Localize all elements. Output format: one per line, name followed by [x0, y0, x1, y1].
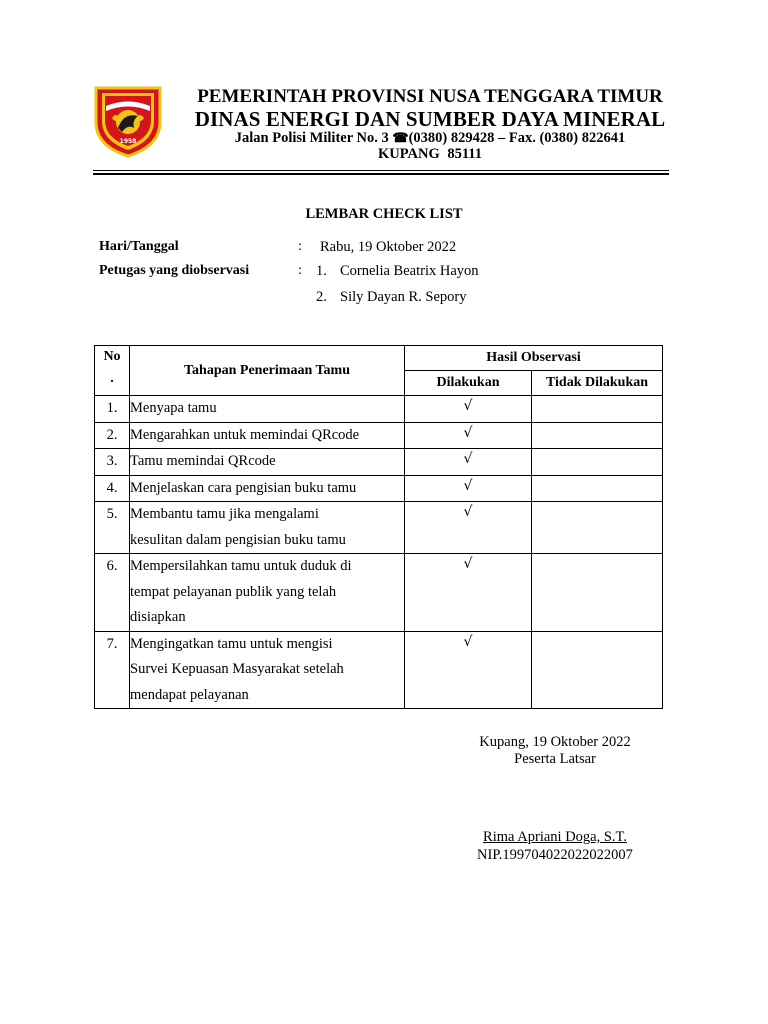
row-step: Menyapa tamu	[130, 396, 405, 423]
signature-place-date: Kupang, 19 Oktober 2022	[479, 734, 631, 750]
officer-label: Petugas yang diobservasi	[99, 263, 250, 278]
row-number: 6.	[95, 554, 130, 632]
day-date-value: Rabu, 19 Oktober 2022	[320, 239, 457, 255]
col-header-not-done: Tidak Dilakukan	[532, 371, 663, 396]
row-not-done	[532, 631, 663, 709]
officer-2-number: 2.	[316, 289, 327, 305]
provincial-emblem-logo	[92, 84, 164, 158]
col-header-no: No .	[95, 346, 130, 396]
row-number: 7.	[95, 631, 130, 709]
row-done-check: √	[405, 475, 532, 502]
row-done-check: √	[405, 449, 532, 476]
signature-name: Rima Apriani Doga, S.T.	[483, 829, 627, 845]
row-step: Membantu tamu jika mengalami kesulitan dalam pengisian buku tamu	[130, 502, 405, 554]
col-header-done: Dilakukan	[405, 371, 532, 396]
table-row	[95, 475, 663, 502]
agency-address	[170, 130, 690, 147]
row-step: Menjelaskan cara pengisian buku tamu	[130, 475, 405, 502]
header-divider-thin	[93, 170, 669, 171]
officer-colon: :	[298, 263, 302, 278]
officer-2-name: Sily Dayan R. Sepory	[340, 289, 467, 305]
row-step: Tamu memindai QRcode	[130, 449, 405, 476]
row-not-done	[532, 449, 663, 476]
signature-nip: NIP.199704022022022007	[477, 847, 633, 863]
row-number: 3.	[95, 449, 130, 476]
agency-name: DINAS ENERGI DAN SUMBER DAYA MINERAL	[194, 107, 666, 131]
row-done-check: √	[405, 554, 532, 632]
table-row	[95, 554, 663, 632]
row-done-check: √	[405, 396, 532, 423]
table-row	[95, 631, 663, 709]
row-number: 4.	[95, 475, 130, 502]
government-name: PEMERINTAH PROVINSI NUSA TENGGARA TIMUR	[197, 86, 663, 107]
table-row	[95, 422, 663, 449]
row-number: 5.	[95, 502, 130, 554]
row-not-done	[532, 502, 663, 554]
row-not-done	[532, 396, 663, 423]
row-not-done	[532, 422, 663, 449]
agency-city: KUPANG 85111	[377, 146, 483, 162]
row-done-check: √	[405, 502, 532, 554]
table-header-row	[95, 346, 663, 371]
header-divider-thick	[93, 173, 669, 175]
document-title: LEMBAR CHECK LIST	[305, 206, 463, 222]
row-step: Mengarahkan untuk memindai QRcode	[130, 422, 405, 449]
row-step: Mengingatkan tamu untuk mengisi Survei Kepuasan Masyarakat setelah mendapat pelayanan	[130, 631, 405, 709]
phone-icon: ☎	[392, 130, 409, 145]
row-step: Mempersilahkan tamu untuk duduk di tempat pelayanan publik yang telah disiapkan	[130, 554, 405, 632]
signature-role: Peserta Latsar	[514, 751, 596, 767]
officer-1-number: 1.	[316, 263, 327, 279]
day-date-colon: :	[298, 239, 302, 254]
table-row	[95, 396, 663, 423]
row-number: 1.	[95, 396, 130, 423]
col-header-step: Tahapan Penerimaan Tamu	[130, 346, 405, 396]
col-header-result: Hasil Observasi	[405, 346, 663, 371]
row-not-done	[532, 554, 663, 632]
row-done-check: √	[405, 422, 532, 449]
observation-table	[94, 345, 663, 709]
row-number: 2.	[95, 422, 130, 449]
table-row	[95, 449, 663, 476]
table-row	[95, 502, 663, 554]
address-street: Jalan Polisi Militer No. 3	[234, 130, 393, 146]
svg-text:1958: 1958	[119, 138, 137, 145]
address-phone-fax: (0380) 829428 – Fax. (0380) 822641	[408, 130, 626, 146]
day-date-label: Hari/Tanggal	[99, 239, 179, 254]
officer-1-name: Cornelia Beatrix Hayon	[340, 263, 479, 279]
row-done-check: √	[405, 631, 532, 709]
row-not-done	[532, 475, 663, 502]
